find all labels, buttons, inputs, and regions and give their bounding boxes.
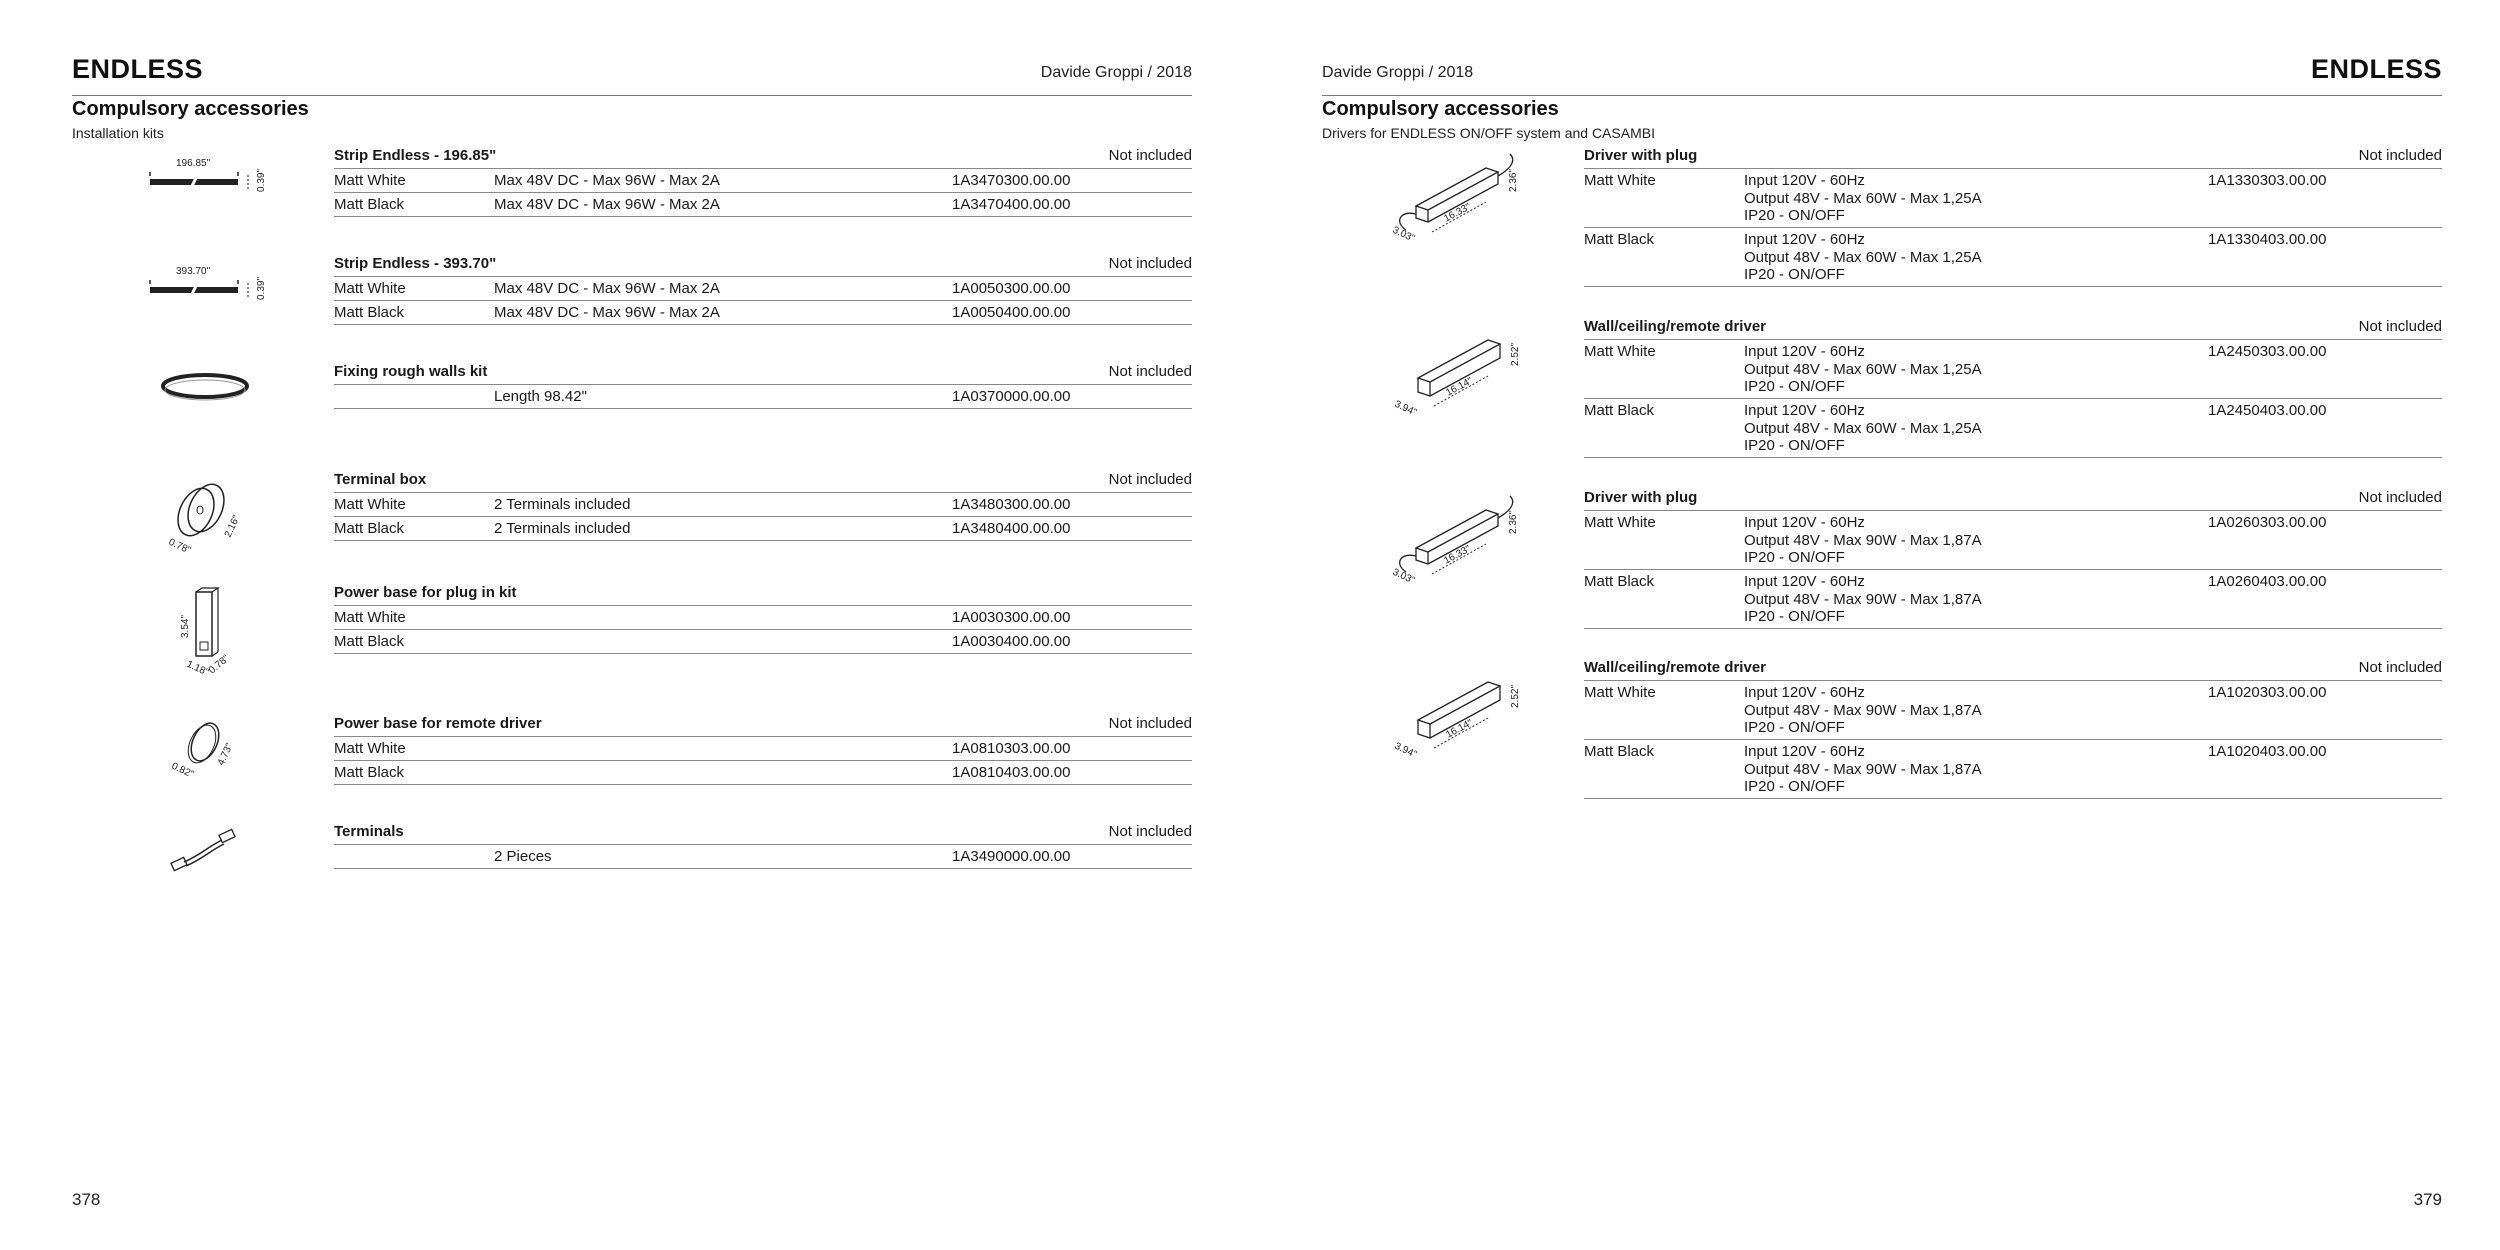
spec-rating: IP20 - ON/OFF	[1744, 608, 1845, 625]
finish-name: Matt White	[334, 496, 406, 513]
group-title: Driver with plug	[1584, 489, 1698, 506]
finish-name: Matt Black	[334, 764, 405, 781]
product-row	[1584, 228, 2442, 287]
spec-text	[1744, 514, 1982, 567]
product-row	[1584, 169, 2442, 228]
dim-diameter: 4.73"	[215, 741, 236, 768]
spec-rating: IP20 - ON/OFF	[1744, 378, 1845, 395]
product-code: 1A1020303.00.00	[2208, 684, 2327, 701]
dim-length: 16.33"	[1442, 201, 1473, 225]
terminals-connector-icon	[162, 826, 252, 881]
strip-profile-icon	[140, 152, 270, 197]
header-rule	[1322, 95, 2442, 96]
product-row	[1584, 511, 2442, 570]
spec-rating: IP20 - ON/OFF	[1744, 207, 1845, 224]
product-code: 1A3480400.00.00	[952, 520, 1071, 537]
dim-height: 2.36"	[1508, 510, 1519, 534]
group-title: Strip Endless - 393.70"	[334, 255, 497, 272]
finish-name: Matt White	[1584, 514, 1656, 531]
spec-output: Output 48V - Max 60W - Max 1,25A	[1744, 360, 1982, 378]
group-header	[334, 583, 1192, 606]
section-subtitle: Installation kits	[72, 125, 164, 141]
brand-title: ENDLESS	[2310, 54, 2442, 84]
dim-diameter: 2.16"	[222, 513, 243, 540]
spec-text: Max 48V DC - Max 96W - Max 2A	[494, 304, 720, 321]
product-code: 1A0260403.00.00	[2208, 573, 2327, 590]
group-header	[334, 254, 1192, 277]
page-number: 378	[72, 1190, 101, 1209]
product-row	[1584, 340, 2442, 399]
product-group-strip-393	[334, 254, 1192, 325]
finish-name: Matt Black	[1584, 231, 1655, 248]
finish-name: Matt Black	[334, 520, 405, 537]
product-code: 1A0050400.00.00	[952, 304, 1071, 321]
dim-depth: 3.03"	[1390, 566, 1417, 587]
group-header	[334, 146, 1192, 169]
product-code: 1A0030400.00.00	[952, 633, 1071, 650]
dim-height: 2.52"	[1510, 342, 1521, 366]
group-title: Terminals	[334, 823, 404, 840]
inclusion-note: Not included	[1108, 471, 1192, 488]
product-code: 1A1020403.00.00	[2208, 743, 2327, 760]
product-row	[1584, 740, 2442, 799]
brand-title: ENDLESS	[72, 54, 204, 84]
product-group-rough-walls-kit	[334, 362, 1192, 409]
dim-height: 2.52"	[1510, 684, 1521, 708]
page-number: 379	[2413, 1190, 2442, 1209]
spec-input: Input 120V - 60Hz	[1744, 402, 1865, 419]
page-right	[1250, 0, 2500, 1250]
spec-text: Max 48V DC - Max 96W - Max 2A	[494, 172, 720, 189]
inclusion-note: Not included	[1108, 147, 1192, 164]
finish-name: Matt White	[1584, 684, 1656, 701]
product-row	[334, 277, 1192, 301]
spec-text	[1744, 573, 1982, 626]
section-title: Compulsory accessories	[72, 98, 309, 120]
finish-name: Matt Black	[334, 196, 405, 213]
dim-length: 16.33"	[1442, 543, 1473, 567]
finish-name: Matt Black	[1584, 573, 1655, 590]
inclusion-note: Not included	[1108, 715, 1192, 732]
inclusion-note: Not included	[2358, 147, 2442, 164]
spec-text: 2 Terminals included	[494, 496, 631, 513]
remote-driver-icon	[1388, 322, 1528, 419]
product-row	[334, 606, 1192, 630]
dim-length: 393.70"	[176, 266, 211, 277]
spec-text: 2 Terminals included	[494, 520, 631, 537]
product-group-terminals	[334, 822, 1192, 869]
finish-name: Matt Black	[334, 304, 405, 321]
dim-depth: 0.82"	[169, 760, 196, 781]
product-code: 1A3470400.00.00	[952, 196, 1071, 213]
group-title: Power base for plug in kit	[334, 584, 517, 601]
product-code: 1A3480300.00.00	[952, 496, 1071, 513]
product-row	[334, 845, 1192, 869]
dim-length: 196.85"	[176, 158, 211, 169]
group-header	[334, 470, 1192, 493]
spec-output: Output 48V - Max 90W - Max 1,87A	[1744, 760, 1982, 778]
finish-name: Matt White	[334, 740, 406, 757]
group-header	[1584, 488, 2442, 511]
spec-text: 2 Pieces	[494, 848, 552, 865]
strip-profile-icon	[140, 260, 270, 305]
spec-output: Output 48V - Max 90W - Max 1,87A	[1744, 701, 1982, 719]
product-row	[1584, 681, 2442, 740]
author-year: Davide Groppi / 2018	[1040, 64, 1192, 81]
product-code: 1A1330403.00.00	[2208, 231, 2327, 248]
spec-text	[1744, 172, 1982, 225]
driver-with-plug-icon	[1388, 492, 1528, 587]
spec-input: Input 120V - 60Hz	[1744, 172, 1865, 189]
product-code: 1A0810403.00.00	[952, 764, 1071, 781]
product-code: 1A3470300.00.00	[952, 172, 1071, 189]
spec-rating: IP20 - ON/OFF	[1744, 266, 1845, 283]
dim-depth: 0.78"	[166, 536, 193, 557]
spec-rating: IP20 - ON/OFF	[1744, 778, 1845, 795]
dim-height: 2.36"	[1508, 168, 1519, 192]
section-subtitle: Drivers for ENDLESS ON/OFF system and CASAMBI	[1322, 125, 1655, 141]
product-row	[334, 630, 1192, 654]
power-base-remote-icon	[165, 716, 255, 786]
group-title: Fixing rough walls kit	[334, 363, 488, 380]
header-rule	[72, 95, 1192, 96]
power-base-plug-icon	[168, 586, 248, 681]
dim-width: 1.18"	[184, 658, 211, 679]
finish-name: Matt Black	[1584, 743, 1655, 760]
product-group-power-base-plug	[334, 583, 1192, 654]
product-code: 1A0260303.00.00	[2208, 514, 2327, 531]
inclusion-note: Not included	[2358, 318, 2442, 335]
product-group-driver-with-plug-60w	[1584, 146, 2442, 287]
product-code: 1A3490000.00.00	[952, 848, 1071, 865]
product-group-remote-driver-60w	[1584, 317, 2442, 458]
finish-name: Matt Black	[334, 633, 405, 650]
finish-name: Matt White	[334, 280, 406, 297]
dim-length: 16.14"	[1444, 717, 1475, 741]
product-row	[334, 301, 1192, 325]
inclusion-note: Not included	[1108, 255, 1192, 272]
group-header	[334, 822, 1192, 845]
spec-text	[1744, 684, 1982, 737]
product-group-strip-196	[334, 146, 1192, 217]
product-row	[334, 517, 1192, 541]
group-title: Wall/ceiling/remote driver	[1584, 659, 1766, 676]
dim-depth: 3.03"	[1390, 224, 1417, 245]
product-row	[334, 169, 1192, 193]
finish-name: Matt White	[1584, 172, 1656, 189]
product-code: 1A2450403.00.00	[2208, 402, 2327, 419]
spec-rating: IP20 - ON/OFF	[1744, 719, 1845, 736]
finish-name: Matt White	[334, 609, 406, 626]
product-code: 1A0370000.00.00	[952, 388, 1071, 405]
spec-output: Output 48V - Max 90W - Max 1,87A	[1744, 590, 1982, 608]
dim-height: 0.39"	[256, 276, 267, 300]
terminal-box-icon	[160, 470, 250, 557]
spec-text	[1744, 743, 1982, 796]
spec-text: Max 48V DC - Max 96W - Max 2A	[494, 280, 720, 297]
dim-depth: 0.78"	[206, 653, 232, 677]
spec-input: Input 120V - 60Hz	[1744, 743, 1865, 760]
ring-kit-icon	[160, 368, 250, 408]
spec-input: Input 120V - 60Hz	[1744, 684, 1865, 701]
product-group-terminal-box	[334, 470, 1192, 541]
dim-height: 0.39"	[256, 168, 267, 192]
product-code: 1A0050300.00.00	[952, 280, 1071, 297]
spec-input: Input 120V - 60Hz	[1744, 573, 1865, 590]
group-title: Strip Endless - 196.85"	[334, 147, 497, 164]
product-group-driver-with-plug-90w	[1584, 488, 2442, 629]
spec-output: Output 48V - Max 90W - Max 1,87A	[1744, 531, 1982, 549]
inclusion-note: Not included	[2358, 489, 2442, 506]
group-title: Driver with plug	[1584, 147, 1698, 164]
spec-text	[1744, 231, 1982, 284]
spec-output: Output 48V - Max 60W - Max 1,25A	[1744, 419, 1982, 437]
driver-with-plug-icon	[1388, 150, 1528, 245]
finish-name: Matt Black	[1584, 402, 1655, 419]
finish-name: Matt White	[1584, 343, 1656, 360]
product-row	[334, 737, 1192, 761]
spec-rating: IP20 - ON/OFF	[1744, 549, 1845, 566]
product-group-power-base-remote	[334, 714, 1192, 785]
author-year: Davide Groppi / 2018	[1322, 64, 1474, 81]
dim-depth: 3.94"	[1392, 398, 1419, 419]
product-code: 1A1330303.00.00	[2208, 172, 2327, 189]
group-header	[334, 362, 1192, 385]
dim-height: 3.54"	[180, 614, 191, 638]
product-row	[334, 761, 1192, 785]
product-code: 1A0810303.00.00	[952, 740, 1071, 757]
spec-input: Input 120V - 60Hz	[1744, 343, 1865, 360]
group-title: Wall/ceiling/remote driver	[1584, 318, 1766, 335]
spec-output: Output 48V - Max 60W - Max 1,25A	[1744, 189, 1982, 207]
finish-name: Matt White	[334, 172, 406, 189]
spec-text: Max 48V DC - Max 96W - Max 2A	[494, 196, 720, 213]
spec-text: Length 98.42"	[494, 388, 587, 405]
product-row	[334, 385, 1192, 409]
inclusion-note: Not included	[1108, 363, 1192, 380]
product-row	[334, 193, 1192, 217]
spec-input: Input 120V - 60Hz	[1744, 514, 1865, 531]
product-group-remote-driver-90w	[1584, 658, 2442, 799]
group-title: Terminal box	[334, 471, 427, 488]
section-title: Compulsory accessories	[1322, 98, 1559, 120]
group-header	[1584, 146, 2442, 169]
dim-length: 16.14"	[1444, 375, 1475, 399]
inclusion-note: Not included	[2358, 659, 2442, 676]
remote-driver-icon	[1388, 664, 1528, 761]
inclusion-note: Not included	[1108, 823, 1192, 840]
spec-input: Input 120V - 60Hz	[1744, 231, 1865, 248]
product-row	[1584, 399, 2442, 458]
group-header	[334, 714, 1192, 737]
product-row	[334, 493, 1192, 517]
spec-text	[1744, 402, 1982, 455]
spec-rating: IP20 - ON/OFF	[1744, 437, 1845, 454]
spec-output: Output 48V - Max 60W - Max 1,25A	[1744, 248, 1982, 266]
spec-text	[1744, 343, 1982, 396]
dim-depth: 3.94"	[1392, 740, 1419, 761]
product-row	[1584, 570, 2442, 629]
group-title: Power base for remote driver	[334, 715, 542, 732]
group-header	[1584, 317, 2442, 340]
group-header	[1584, 658, 2442, 681]
product-code: 1A2450303.00.00	[2208, 343, 2327, 360]
product-code: 1A0030300.00.00	[952, 609, 1071, 626]
